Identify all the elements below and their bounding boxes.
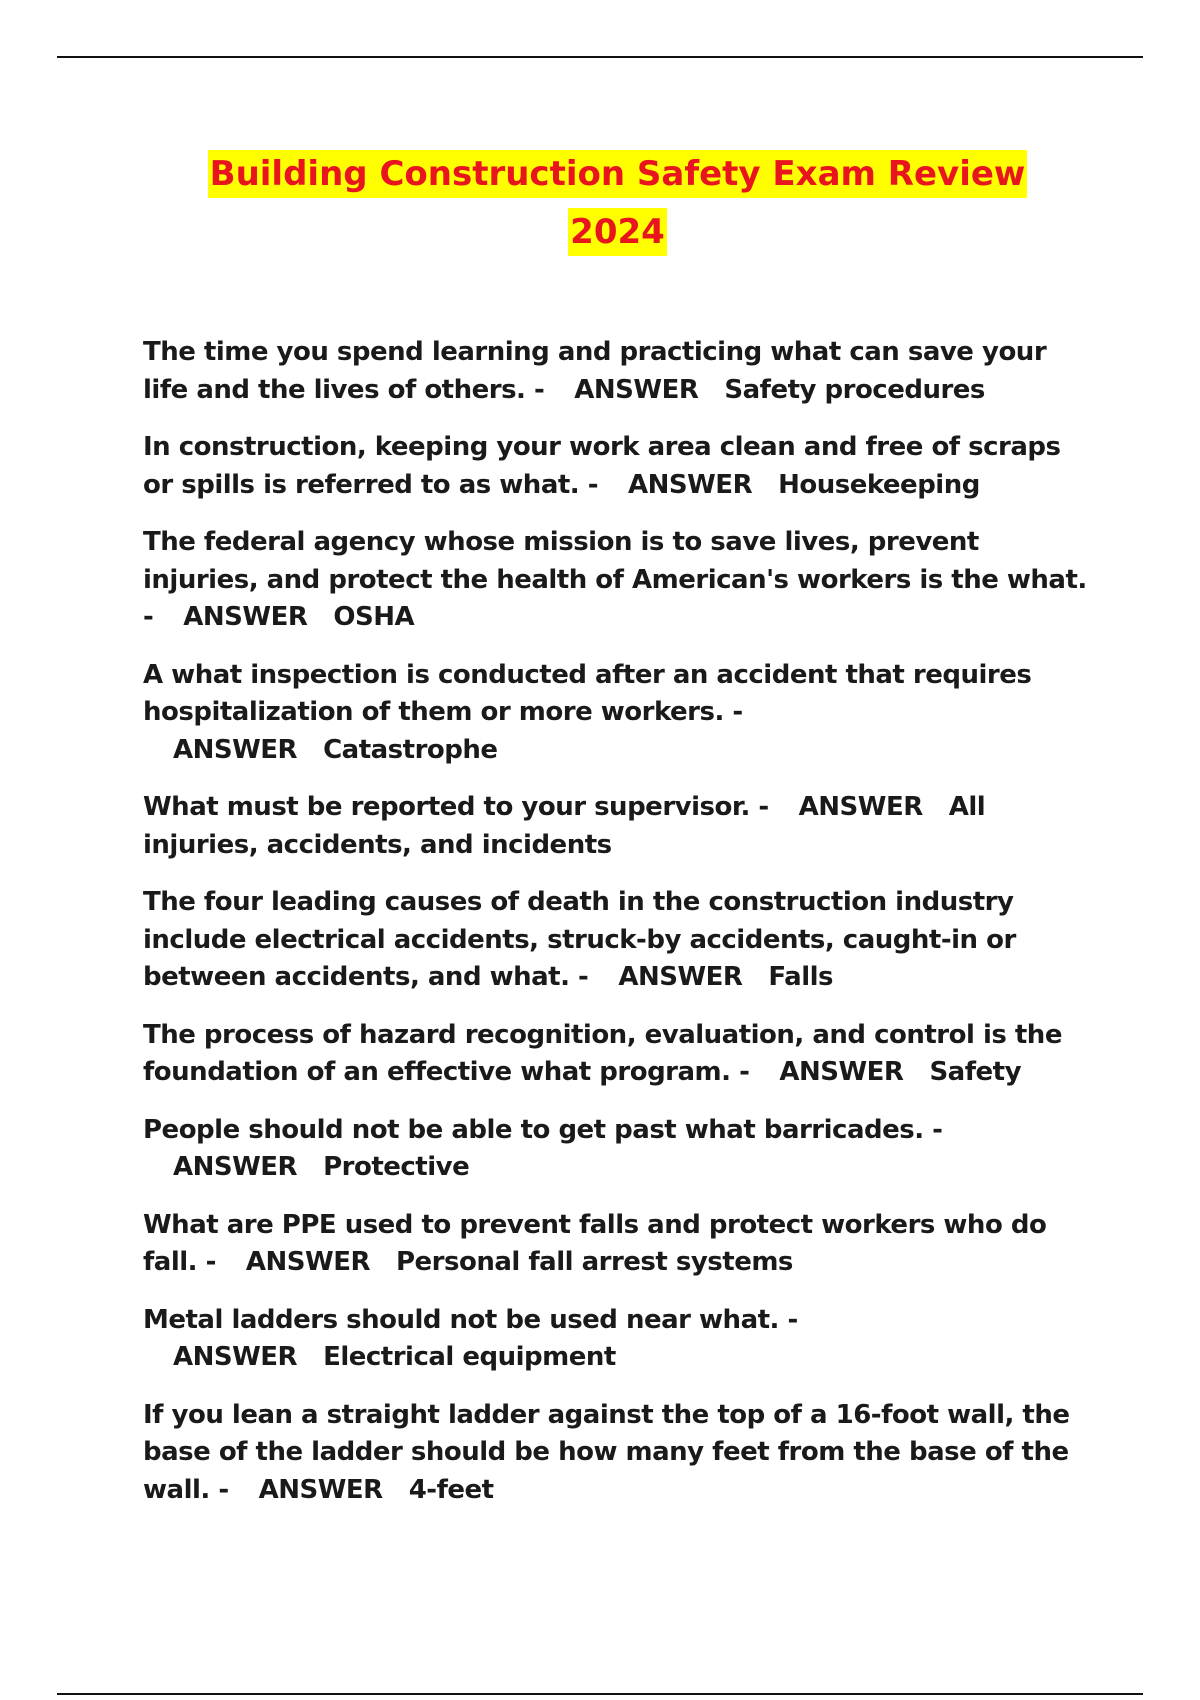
qa-list — [143, 334, 1093, 1529]
answer-label: ANSWER — [183, 602, 308, 632]
answer-label: ANSWER — [798, 792, 923, 822]
question-text: Metal ladders should not be used near what. - — [143, 1304, 798, 1335]
answer-text: Falls — [768, 962, 834, 992]
question-text: The four leading causes of death in the construction industry include electrical accidents, struck-by accidents, caught-in or between accidents, and what. - — [143, 887, 1016, 992]
qa-item — [143, 1397, 1093, 1510]
question-text: People should not be able to get past what barricades. - — [143, 1114, 943, 1145]
answer-text: Electrical equipment — [323, 1342, 616, 1372]
answer-label: ANSWER — [618, 962, 743, 992]
answer-label: ANSWER — [779, 1057, 904, 1087]
qa-item — [143, 429, 1093, 504]
answer-text: OSHA — [333, 602, 415, 632]
answer-label: ANSWER — [173, 1152, 298, 1182]
answer-label: ANSWER — [173, 734, 298, 765]
question-text: The federal agency whose mission is to save lives, prevent injuries, and protect the health of American's workers is the what. - — [143, 527, 1087, 632]
answer-text: Personal fall arrest systems — [395, 1247, 793, 1277]
answer-label: ANSWER — [574, 374, 699, 405]
question-text: The process of hazard recognition, evaluation, and control is the foundation of an effective what program. - — [143, 1019, 1062, 1087]
answer-text: Safety procedures — [724, 374, 985, 405]
qa-item — [143, 657, 1093, 770]
qa-item — [143, 1112, 1093, 1187]
qa-item — [143, 884, 1093, 997]
qa-item — [143, 1207, 1093, 1282]
answer-label: ANSWER — [245, 1247, 370, 1277]
answer-label: ANSWER — [628, 469, 753, 500]
qa-item — [143, 334, 1093, 409]
title-line-2: 2024 — [568, 208, 667, 256]
question-text: A what inspection is conducted after an accident that requires hospitalization of them or more workers. - — [143, 659, 1032, 727]
answer-label: ANSWER — [173, 1342, 298, 1372]
title-line-1: Building Construction Safety Exam Review — [208, 150, 1028, 198]
question-text: What must be reported to your supervisor. - — [143, 792, 769, 822]
answer-text: Catastrophe — [323, 734, 498, 765]
answer-text: All injuries, accidents, and incidents — [143, 792, 986, 860]
question-text: What are PPE used to prevent falls and protect workers who do fall. - — [143, 1209, 1047, 1277]
document-title — [0, 145, 1200, 261]
question-text: In construction, keeping your work area clean and free of scraps or spills is referred to as what. - — [143, 432, 1061, 500]
answer-text: Protective — [323, 1152, 470, 1182]
answer-text: Safety — [929, 1057, 1022, 1087]
qa-item — [143, 1302, 1093, 1377]
answer-text: Housekeeping — [778, 469, 980, 500]
qa-item — [143, 1017, 1093, 1092]
answer-label: ANSWER — [258, 1474, 383, 1505]
question-text: If you lean a straight ladder against the top of a 16-foot wall, the base of the ladder should be how many feet from the base of the wall. - — [143, 1399, 1070, 1505]
question-text: The time you spend learning and practicing what can save your life and the lives of others. - — [143, 337, 1047, 405]
answer-text: 4-feet — [408, 1474, 494, 1505]
qa-item — [143, 789, 1093, 864]
qa-item — [143, 524, 1093, 637]
top-divider — [57, 56, 1143, 58]
bottom-divider — [57, 1693, 1143, 1695]
